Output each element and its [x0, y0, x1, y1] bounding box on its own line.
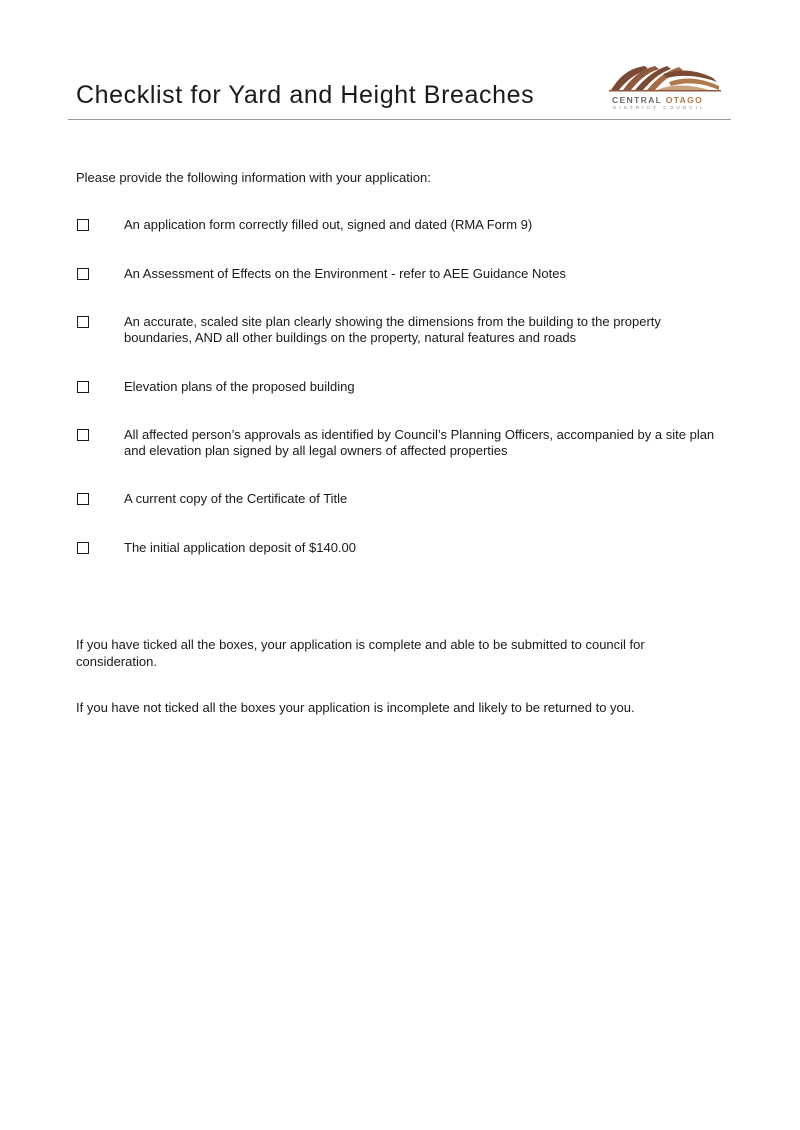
complete-note: If you have ticked all the boxes, your application is complete and able to be submitted to council for consideration.	[76, 637, 645, 669]
checkbox[interactable]	[77, 542, 89, 554]
checklist-item-text: A current copy of the Certificate of Title	[124, 491, 348, 506]
checkbox[interactable]	[77, 429, 89, 441]
logo-word-otago: OTAGO	[665, 95, 704, 105]
checkbox[interactable]	[77, 381, 89, 393]
checklist-item-text: All affected person’s approvals as identified by Council’s Planning Officers, accompanied by a site plan and elevation plan signed by all legal owners of affected properties	[124, 427, 715, 458]
council-logo	[609, 60, 721, 112]
logo-subtitle: DISTRICT COUNCIL	[613, 105, 706, 110]
header-divider	[68, 119, 731, 120]
intro-text: Please provide the following information with your application:	[76, 170, 431, 185]
checkbox[interactable]	[77, 316, 89, 328]
logo-wordmark	[612, 95, 703, 105]
checkbox[interactable]	[77, 219, 89, 231]
checkbox[interactable]	[77, 493, 89, 505]
checklist-item-text: Elevation plans of the proposed building	[124, 379, 355, 394]
incomplete-note: If you have not ticked all the boxes your application is incomplete and likely to be returned to you.	[76, 700, 635, 715]
checklist-item-text: An application form correctly filled out, signed and dated (RMA Form 9)	[124, 217, 533, 232]
checklist-item-text: An Assessment of Effects on the Environment - refer to AEE Guidance Notes	[124, 266, 566, 281]
checklist-item-text: An accurate, scaled site plan clearly showing the dimensions from the building to the property boundaries, AND all other buildings on the property, natural features and roads	[124, 314, 661, 345]
checkbox[interactable]	[77, 268, 89, 280]
page-title: Checklist for Yard and Height Breaches	[76, 81, 535, 109]
checklist-item-text: The initial application deposit of $140.00	[124, 540, 356, 555]
logo-word-central: CENTRAL	[612, 95, 662, 105]
mountain-logo-icon	[609, 60, 721, 94]
